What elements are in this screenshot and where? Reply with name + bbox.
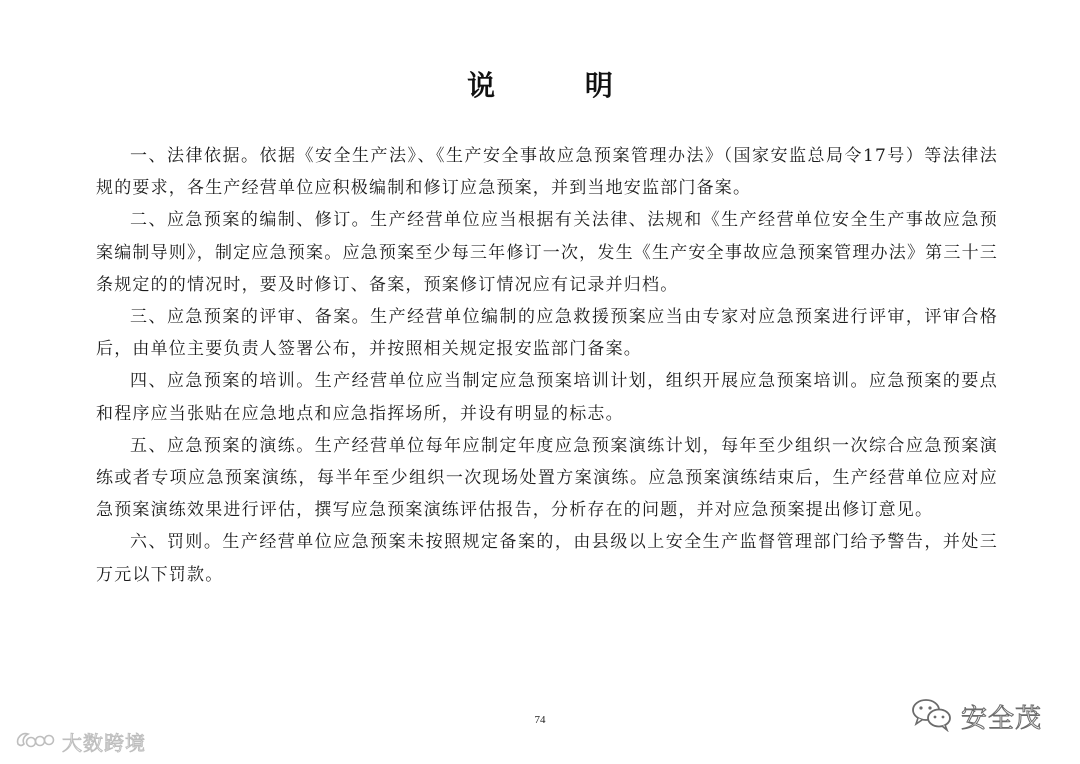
page-title: 说 明	[467, 69, 653, 102]
watermark-right	[909, 696, 1042, 736]
paragraph-penalties: 六、罚则。生产经营单位应急预案未按照规定备案的，由县级以上安全生产监督管理部门给予警告，并处三万元以下罚款。	[96, 532, 998, 585]
paragraph-drills: 五、应急预案的演练。生产经营单位每年应制定年度应急预案演练计划，每年至少组织一次综合应急预案演练或者专项应急预案演练，每半年至少组织一次现场处置方案演练。应急预案演练结束后，生产经营单位应对应急预案演练效果进行评估，撰写应急预案演练评估报告，分析存在的问题，并对应急预案提出修订意见。	[96, 435, 998, 521]
watermark-right-text: 安全茂	[960, 703, 1042, 734]
watermark-left-text: 大数跨境	[62, 731, 146, 755]
watermark-left	[14, 727, 146, 756]
page-number: 74	[534, 714, 546, 726]
paragraph-legal-basis: 一、法律依据。依据《安全生产法》、《生产安全事故应急预案管理办法》（国家安监总局令17号）等法律法规的要求，各生产经营单位应积极编制和修订应急预案，并到当地安监部门备案。	[96, 146, 998, 199]
wechat-logo-icon	[909, 696, 953, 736]
paragraph-training: 四、应急预案的培训。生产经营单位应当制定应急预案培训计划，组织开展应急预案培训。应急预案的要点和程序应当张贴在应急地点和应急指挥场所，并设有明显的标志。	[96, 371, 998, 424]
document-body	[96, 140, 998, 591]
weibo-logo-icon	[14, 728, 56, 756]
paragraph-review-filing: 三、应急预案的评审、备案。生产经营单位编制的应急救援预案应当由专家对应急预案进行评审，评审合格后，由单位主要负责人签署公布，并按照相关规定报安监部门备案。	[96, 307, 998, 360]
paragraph-drafting-revision: 二、应急预案的编制、修订。生产经营单位应当根据有关法律、法规和《生产经营单位安全生产事故应急预案编制导则》，制定应急预案。应急预案至少每三年修订一次，发生《生产安全事故应急预案管理办法》第三十三条规定的的情况时，要及时修订、备案，预案修订情况应有记录并归档。	[96, 210, 998, 295]
